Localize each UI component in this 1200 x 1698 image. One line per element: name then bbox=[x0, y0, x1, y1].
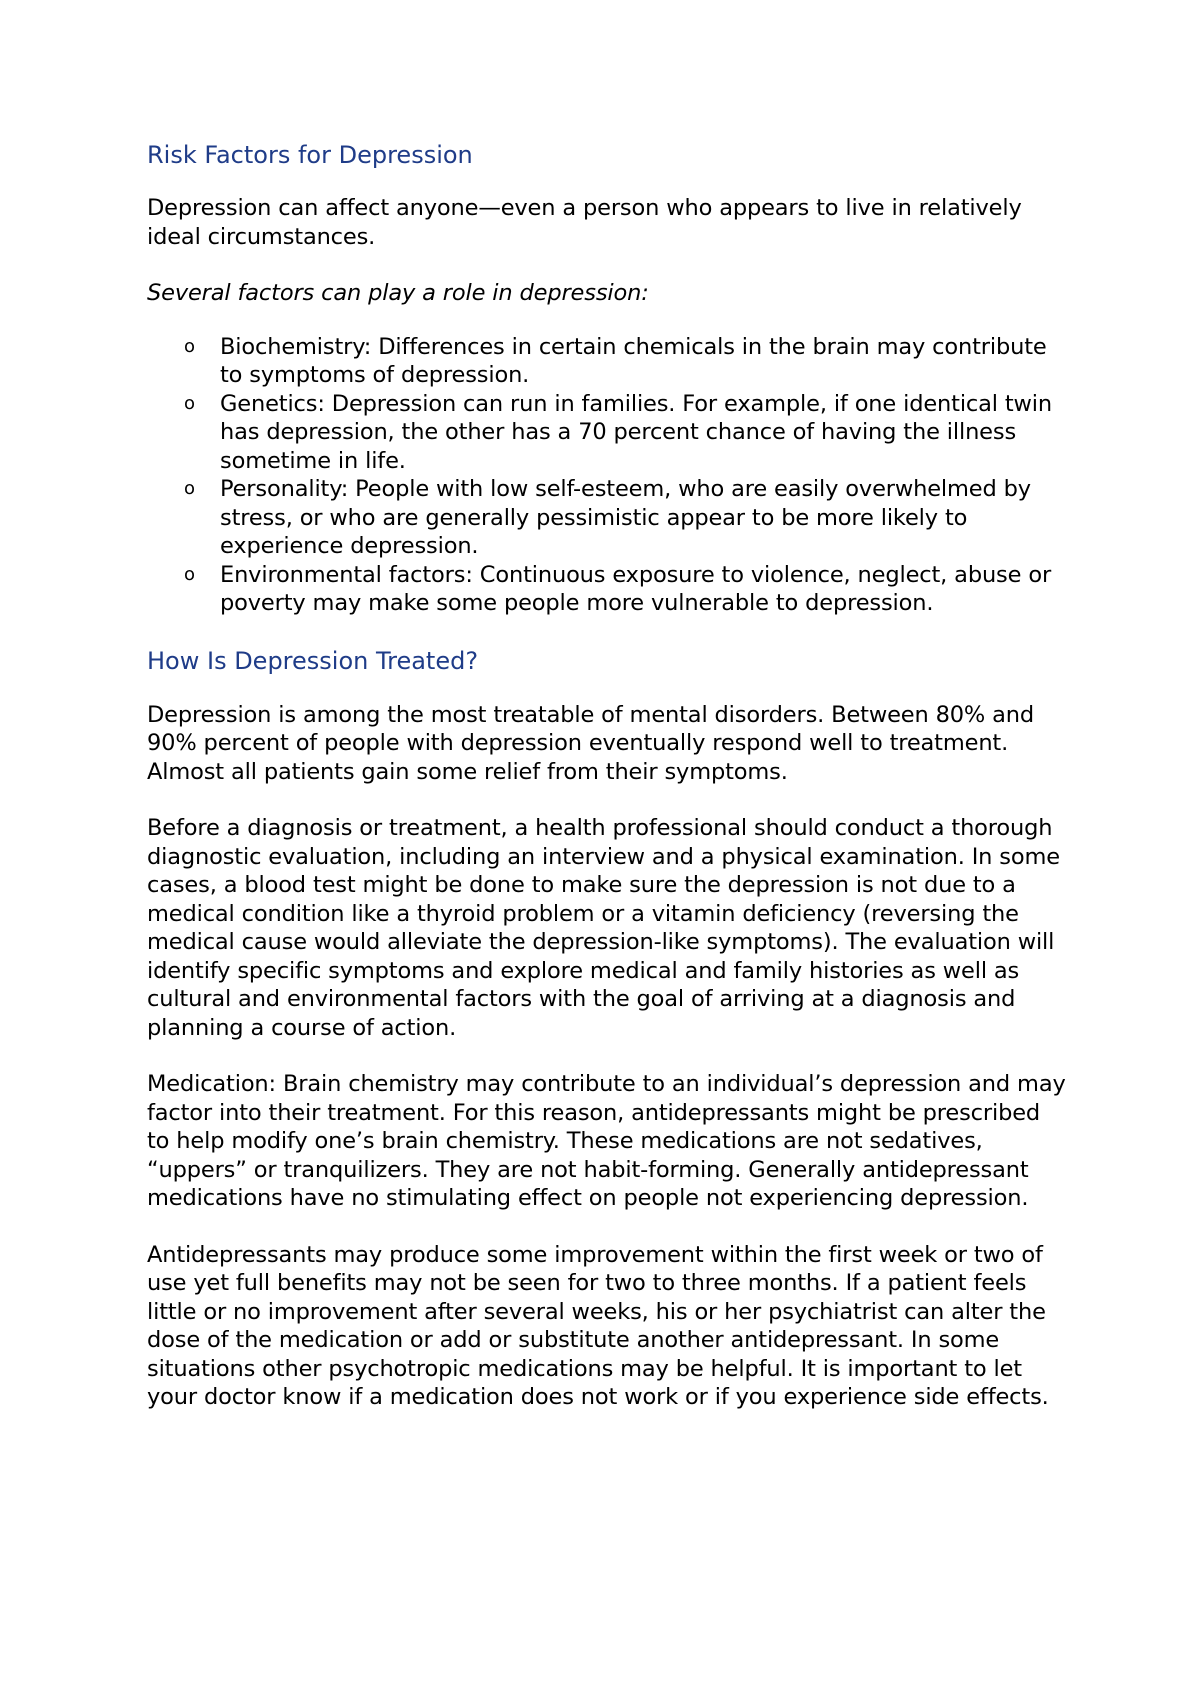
heading-risk-factors: Risk Factors for Depression bbox=[147, 141, 473, 169]
list-item-personality bbox=[147, 475, 1067, 561]
list-item-text: Genetics: Depression can run in families. For example, if one identical twin has depression, the other has a 70 percent chance of having the illness sometime in life. bbox=[220, 390, 1053, 474]
risk-factors-list bbox=[147, 333, 1067, 618]
diagnosis-paragraph: Before a diagnosis or treatment, a health professional should conduct a thorough diagnostic evaluation, including an interview and a physical examination. In some cases, a blood test might be done to make sure the depression is not due to a medical condition like a thyroid problem or a vitamin deficiency (reversing the medical cause would alleviate the depression-like symptoms). The evaluation will identify specific symptoms and explore medical and family histories as well as cultural and environmental factors with the goal of arriving at a diagnosis and planning a course of action. bbox=[147, 815, 1060, 1041]
bullet-icon: o bbox=[184, 478, 195, 499]
treatability-paragraph: Depression is among the most treatable of mental disorders. Between 80% and 90% percent of people with depression eventually respond well to treatment. Almost all patients gain some relief from their symptoms. bbox=[147, 701, 1035, 785]
list-item-text: Biochemistry: Differences in certain chemicals in the brain may contribute to symptoms of depression. bbox=[220, 333, 1047, 388]
heading-treatment: How Is Depression Treated? bbox=[147, 646, 479, 675]
list-item-text: Personality: People with low self-esteem, who are easily overwhelmed by stress, or who are generally pessimistic appear to be more likely to experience depression. bbox=[220, 476, 1031, 559]
intro-paragraph: Depression can affect anyone—even a person who appears to live in relatively ideal circumstances. bbox=[147, 195, 1022, 250]
bullet-icon: o bbox=[184, 563, 195, 585]
list-item-biochemistry bbox=[147, 333, 1067, 390]
bullet-icon: o bbox=[184, 392, 195, 414]
list-item-genetics bbox=[147, 390, 1067, 476]
list-item-text: Environmental factors: Continuous exposure to violence, neglect, abuse or poverty may make some people more vulnerable to depression. bbox=[220, 561, 1052, 616]
antidepressants-paragraph: Antidepressants may produce some improvement within the first week or two of use yet full benefits may not be seen for two to three months. If a patient feels little or no improvement after several weeks, his or her psychiatrist can alter the dose of the medication or add or substitute another antidepressant. In some situations other psychotropic medications may be helpful. It is important to let your doctor know if a medication does not work or if you experience side effects. bbox=[147, 1241, 1049, 1410]
medication-paragraph: Medication: Brain chemistry may contribute to an individual’s depression and may factor into their treatment. For this reason, antidepressants might be prescribed to help modify one’s brain chemistry. These medications are not sedatives, “uppers” or tranquilizers. They are not habit-forming. Generally antidepressant medications have no stimulating effect on people not experiencing depression. bbox=[147, 1071, 1066, 1211]
bullet-icon: o bbox=[184, 335, 195, 357]
document-page bbox=[147, 140, 1067, 1412]
list-item-environmental bbox=[147, 561, 1067, 618]
factors-lead-paragraph: Several factors can play a role in depression: bbox=[147, 280, 649, 306]
